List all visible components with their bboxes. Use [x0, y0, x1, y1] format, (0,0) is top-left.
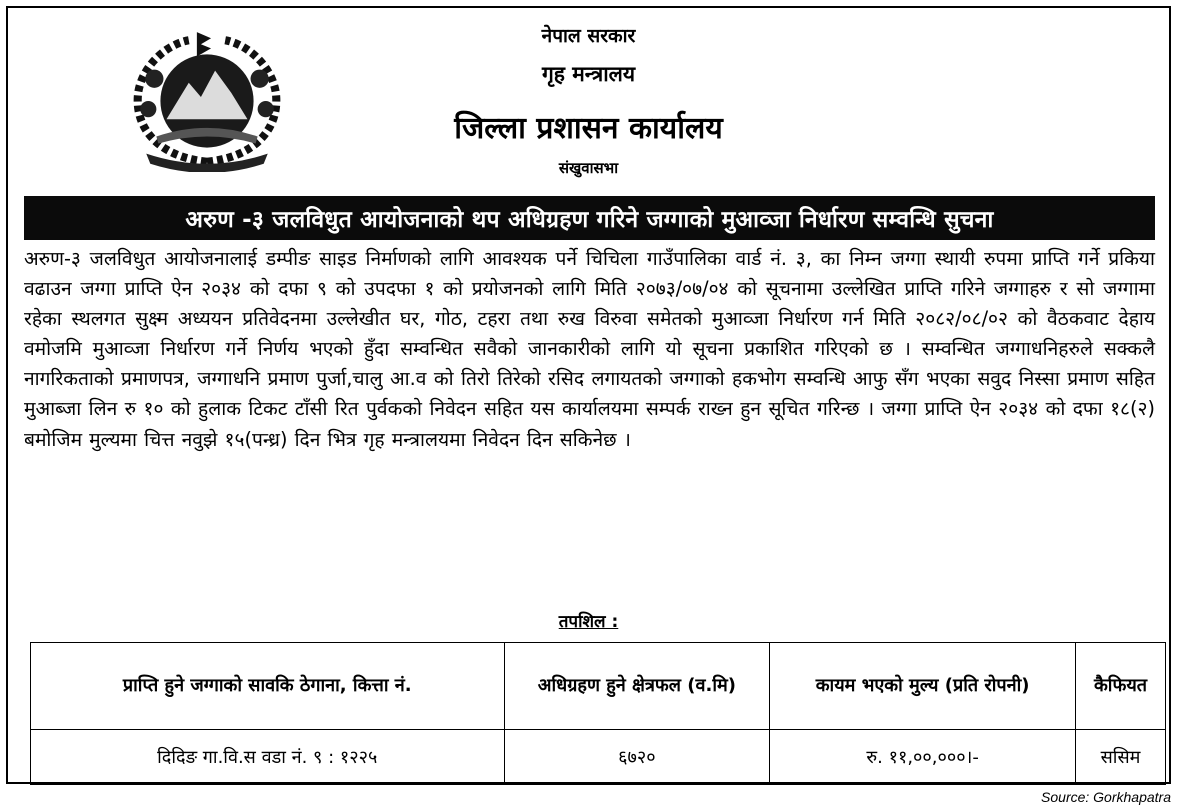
ministry-heading: गृह मन्त्रालय: [541, 62, 636, 86]
notice-body: अरुण-३ जलविधुत आयोजनालाई डम्पीङ साइड निर्माणको लागि आवश्यक पर्ने चिचिला गाउँपालिका वार्ड नं. ३, का निम्न जग्गा स्थायी रुपमा प्राप्ति गर्ने प्रकिया वढाउन जग्गा प्राप्ति ऐन २०३४ को दफा ९ को उपदफा १ को प्रयोजनको लागि मिति २०७३/०७/०४ को सूचनामा उल्लेखित प्राप्ति गरिने जग्गाहरु र सो जग्गामा रहेका स्थलगत सुक्ष्म अध्ययन प्रतिवेदनमा उल्लेखीत घर, गोठ, टहरा तथा रुख विरुवा समेतको मुआव्जा निर्धारण गर्न मिति २०८२/०८/०२ को वैठकवाट देहाय वमोजमि मुआव्जा निर्धारण गर्ने निर्णय भएको हुँदा सम्वन्धित सवैको जानकारीको लागि यो सूचना प्रकाशित गरिएको छ । सम्वन्धित जग्गाधनिहरुले सक्कलै नागरिकताको प्रमाणपत्र, जग्गाधनि प्रमाण पुर्जा,चालु आ.व को तिरो तिरेको रसिद लगायतको जग्गाको हकभोग सम्वन्धि आफु सँग भएका सवुद निस्सा प्रमाण सहित मुआब्जा लिन रु १० को हुलाक टिकट टाँसी रित पुर्वकको निवेदन सहित यस कार्यालयमा सम्पर्क राख्न हुन सूचित गरिन्छ । जग्गा प्राप्ति ऐन २०३४ को दफा १८(२) बमोजिम मुल्यमा चित्त नवुझे १५(पन्ध्र) दिन भित्र गृह मन्त्रालयमा निवेदन दिन सकिनेछ ।: [24, 247, 1155, 451]
notice-title-banner: अरुण -३ जलविधुत आयोजनाको थप अधिग्रहण गरिने जग्गाको मुआव्जा निर्धारण सम्वन्धि सुचना: [24, 196, 1155, 240]
district-heading: संखुवासभा: [558, 159, 619, 177]
compensation-table: [30, 642, 1166, 785]
source-credit: Source: Gorkhapatra: [1041, 789, 1171, 805]
office-heading: जिल्ला प्रशासन कार्यालय: [454, 111, 723, 146]
schedule-label: तपशिल :: [558, 612, 619, 632]
col-header-price: कायम भएको मुल्य (प्रति रोपनी): [770, 643, 1076, 730]
col-header-location: प्राप्ति हुने जग्गाको सावकि ठेगाना, कित्ता नं.: [31, 643, 505, 730]
col-header-area: अधिग्रहण हुने क्षेत्रफल (व.मि): [504, 643, 770, 730]
col-header-remarks: कैफियत: [1076, 643, 1166, 730]
table-header-row: [31, 643, 1166, 730]
cell-remarks: ससिम: [1076, 730, 1166, 785]
cell-area: ६७२०: [504, 730, 770, 785]
cell-price: रु. ११,००,०००।-: [770, 730, 1076, 785]
cell-location: दिदिङ गा.वि.स वडा नं. ९ : १२२५: [31, 730, 505, 785]
nepal-emblem-icon: [126, 30, 288, 172]
govt-heading: नेपाल सरकार: [541, 25, 636, 47]
table-row: [31, 730, 1166, 785]
notice-frame: [6, 6, 1171, 784]
